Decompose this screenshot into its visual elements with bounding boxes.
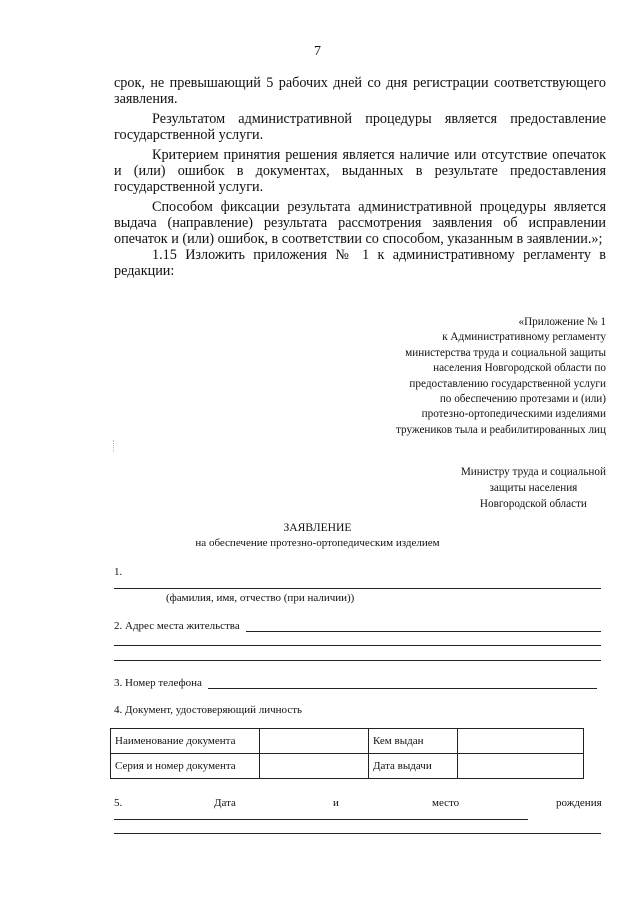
item3-label: 3. Номер телефона: [114, 677, 202, 689]
paragraph-fixation: Способом фиксации результата административной процедуры является выдача (направление) результата рассмотрения заявления об исправлении опечаток и (или) ошибок, в соответствии со способом, указанным в заявлении.»;: [114, 199, 606, 247]
doc-number-value[interactable]: [260, 754, 369, 779]
identity-document-table: [110, 728, 584, 779]
form-subtitle: на обеспечение протезно-ортопедическим изделием: [195, 537, 440, 549]
doc-name-label: Наименование документа: [111, 729, 260, 754]
paragraph-result: Результатом административной процедуры является предоставление государственной услуги.: [114, 111, 606, 143]
addressee-line: Министру труда и социальной: [460, 466, 606, 478]
appendix-line: «Приложение № 1: [518, 316, 606, 328]
doc-number-label: Серия и номер документа: [111, 754, 260, 779]
birth-field-line[interactable]: [114, 819, 528, 820]
appendix-line: тружеников тыла и реабилитированных лиц: [395, 423, 606, 436]
item1-label: 1.: [114, 566, 123, 578]
paragraph-amendment: 1.15 Изложить приложения № 1 к административному регламенту в редакции:: [114, 247, 606, 279]
form-title: ЗАЯВЛЕНИЕ: [283, 521, 352, 534]
appendix-line: предоставлению государственной услуги: [409, 377, 606, 390]
name-field-hint: (фамилия, имя, отчество (при наличии)): [166, 592, 355, 604]
doc-name-value[interactable]: [260, 729, 369, 754]
item4-label: 4. Документ, удостоверяющий личность: [114, 704, 303, 716]
appendix-header: [346, 315, 606, 438]
item5-word-date: Дата: [214, 797, 236, 809]
addressee-line: Новгородской области: [479, 498, 587, 510]
table-row: [111, 754, 584, 779]
paragraph-continuation: срок, не превышающий 5 рабочих дней со дня регистрации соответствующего заявления.: [114, 75, 606, 107]
address-field-line[interactable]: [114, 660, 601, 661]
item2-label: 2. Адрес места жительства: [114, 620, 240, 632]
scan-artifact: [113, 440, 116, 452]
item5-number: 5.: [114, 797, 123, 809]
name-field-line[interactable]: [114, 588, 601, 589]
issued-by-label: Кем выдан: [369, 729, 458, 754]
issue-date-label: Дата выдачи: [369, 754, 458, 779]
issue-date-value[interactable]: [458, 754, 584, 779]
table-row: [111, 729, 584, 754]
birth-field-line[interactable]: [114, 833, 601, 834]
addressee-line: защиты населения: [489, 482, 578, 494]
item5-word-birth: рождения: [556, 797, 602, 809]
issued-by-value[interactable]: [458, 729, 584, 754]
address-field-line[interactable]: [246, 631, 601, 632]
appendix-line: населения Новгородской области по: [433, 362, 606, 375]
item5-word-place: место: [432, 797, 460, 809]
address-field-line[interactable]: [114, 645, 601, 646]
body-text: [114, 75, 606, 279]
appendix-line: протезно-ортопедическими изделиями: [421, 408, 606, 421]
addressee-block: [461, 464, 606, 512]
appendix-line: по обеспечению протезами и (или): [439, 393, 606, 406]
page-number: 7: [314, 44, 321, 59]
item5-word-and: и: [333, 797, 339, 809]
appendix-line: к Административному регламенту: [442, 331, 606, 344]
phone-field-line[interactable]: [208, 688, 597, 689]
paragraph-criterion: Критерием принятия решения является наличие или отсутствие опечаток и (или) ошибок в документах, выданных в результате предоставления государственной услуги.: [114, 147, 606, 195]
appendix-line: министерства труда и социальной защиты: [405, 346, 606, 359]
